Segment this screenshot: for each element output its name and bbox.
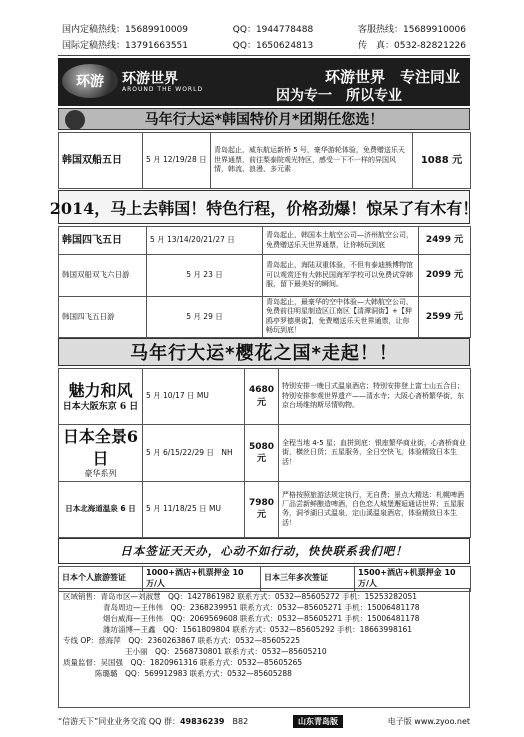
tour-dates: 5 月 11/18/25 日 MU [143, 481, 245, 537]
table-row [59, 425, 471, 482]
hotline-row-domestic [62, 20, 466, 36]
tour-price: 4680 元 [245, 369, 279, 425]
tour-subtitle: 豪华系列 [84, 469, 117, 479]
tour-description: 全程当地 4-5 星；血拼到底：银座繁华商业街，心斋桥商业街，横丝日货；五星服务，全日空快飞，体验精致日本生活！ [279, 425, 471, 482]
tour-name: 魅力和风 [68, 380, 133, 400]
visa-multi-fee: 1500+酒店+机票押金 10 万/人 [355, 567, 471, 592]
hotline-item: QQ：1650624813 [232, 40, 314, 51]
banner-japan-promo: 马年行大运*樱花之国*走起！！ [58, 338, 470, 366]
tour-description: 特别安排一晚日式温泉酒店；特别安排登上富士山五合目；特别安排参观世界遗产——清水寺；大阪心斋桥繁华街，东京台场维纳斯尽情购物。 [279, 369, 471, 425]
tour-description: 青岛起止，海陆双重体验，不但有泰迪熊博物馆可以观赏还有大韩民国海军学校可以免费试穿韩服，留下最美好的瞬间。 [263, 255, 419, 297]
japan-tours-table [58, 368, 471, 538]
slogan-line-1: 环游世界 专注同业 [324, 68, 460, 86]
tour-price: 2499 元 [419, 227, 471, 255]
list-item: 烟台威海—王伟伟 QQ：2069569608 联系方式：0532—85605271 手机：15006481178 [103, 614, 420, 623]
hotline-item: 国内定稿热线：15689910009 [62, 24, 189, 35]
website-link[interactable]: 电子版 www.zyoo.net [387, 716, 470, 726]
tour-name: 日本全景6日 [62, 427, 139, 468]
tour-description: 青岛起止，韩国本土航空公司—济州航空公司，免费赠送乐天世界通票，让你畅玩到底 [263, 227, 419, 255]
visa-individual-label: 日本个人旅游签证 [59, 567, 143, 592]
banner-visa-service: 日本签证天天办，心动不如行动，快快联系我们吧！ [58, 538, 470, 564]
tour-name-cell [59, 425, 143, 482]
tour-price: 2599 元 [419, 297, 471, 338]
tour-name: 韩国四飞五日 [59, 227, 147, 255]
banner-text: 马年行大运*韩国特价月*团期任您选！ [144, 112, 384, 128]
banner-korea-special: 2014，马上去韩国！特色行程，价格劲爆！惊呆了有木有！ [58, 190, 470, 224]
list-item: 潍坊淄博—王鑫 QQ：1561809804 联系方式：0532—85605292 手机：18663998161 [103, 625, 413, 634]
tour-description: 青岛起止，最豪华的空中体验—大韩航空公司，免费前往明星制造区江南区【清潭洞街】+【狎鸥亭罗德奥街】，免费赠送乐天世界通票，让你畅玩到底！ [263, 297, 419, 338]
tour-name: 韩国双船双飞六日游 [59, 255, 147, 297]
table-row [59, 297, 471, 338]
visa-multi-label: 日本三年多次签证 [261, 567, 355, 592]
list-item: 青岛周边—王伟伟 QQ：2368239951 联系方式：0532—85605271 手机：15006481178 [103, 603, 420, 612]
hotline-item: 国际定稿热线：13791663551 [62, 40, 189, 51]
list-item: 区域销售：青岛市区—刘淑慧 QQ：1427861982 联系方式：0532—85605272 手机：15253282051 [63, 592, 418, 601]
tour-dates: 5 月 10/17 日 MU [143, 369, 245, 425]
tour-name: 韩国四飞五日游 [59, 297, 147, 338]
banner-korea-promo [58, 108, 470, 130]
tour-price: 7980 元 [245, 481, 279, 537]
tour-name: 韩国双船五日 [59, 133, 143, 189]
tour-dates: 5 月 12/19/28 日 [143, 133, 211, 189]
company-logo: 环游 [62, 64, 118, 98]
hotline-item: QQ：1944778488 [232, 24, 314, 35]
brand-bar [58, 58, 470, 106]
qq-group-info: “信游天下”同业业务交流 QQ 群：49836239 B82 [58, 716, 249, 726]
list-item: 专线 OP：慈海萍 QQ：2360263867 联系方式：0532—85605225 [63, 636, 300, 645]
hotline-row-international [62, 36, 466, 52]
tour-description: 青岛起止，威东航运新桥 5 号，豪华游轮体验，免费赠送乐天世界通票，前往梨泰院观光特区，感受一下不一样的异国风情，韩流、浪漫、多元素 [211, 133, 413, 189]
table-row [59, 369, 471, 425]
tour-price: 2099 元 [419, 255, 471, 297]
table-row [59, 481, 471, 537]
tour-description: 严格按照旅游法规定执行，无自费；景点大精选：札幌啤酒厂品尝新鲜酿造啤酒，白色恋人城堡邂逅通话世界；五星服务，洞爷湖日式温泉，定山溪温泉酒店，体验精致日本生活！ [279, 481, 471, 537]
tour-subtitle: 日本大阪东京 6 日 [62, 402, 139, 413]
table-row [59, 255, 471, 297]
hotline-item: 客服热线：15689910006 [357, 24, 466, 35]
mascot-icon [65, 110, 85, 130]
flyer-page [49, 8, 479, 730]
tour-dates: 5 月 29 日 [147, 297, 263, 338]
tour-name: 日本北海道温泉 6 日 [59, 481, 143, 537]
contact-list [58, 588, 470, 708]
edition-badge: 山东青岛版 [293, 715, 343, 728]
tour-dates: 5 月 6/15/22/29 日 NH [143, 425, 245, 482]
tour-price: 1088 元 [413, 133, 471, 189]
visa-individual-fee: 1000+酒店+机票押金 10 万/人 [143, 567, 261, 592]
company-name: 环游世界 [122, 71, 178, 87]
list-item: 王小丽 QQ：2568730801 联系方式：0532—85605210 [125, 647, 327, 656]
list-item: 质量监督：吴国强 QQ：1820961316 联系方式：0532—85605265 [63, 658, 303, 667]
tour-dates: 5 月 23 日 [147, 255, 263, 297]
tour-name-cell [59, 369, 143, 425]
hotline-item: 传 真：0532-82821226 [358, 40, 466, 51]
korea-ship-table [58, 132, 471, 189]
korea-tours-table [58, 226, 471, 338]
table-row [59, 133, 471, 189]
slogan-line-2: 因为专一 所以专业 [276, 88, 402, 104]
page-footer [58, 714, 470, 728]
hotline-header [58, 8, 470, 56]
table-row [59, 227, 471, 255]
list-item: 陈璐璐 QQ：569912983 联系方式：0532—85605288 [95, 669, 292, 678]
tour-dates: 5 月 13/14/20/21/27 日 [147, 227, 263, 255]
company-english-name: AROUND THE WORLD [122, 86, 204, 93]
tour-price: 5080 元 [245, 425, 279, 482]
